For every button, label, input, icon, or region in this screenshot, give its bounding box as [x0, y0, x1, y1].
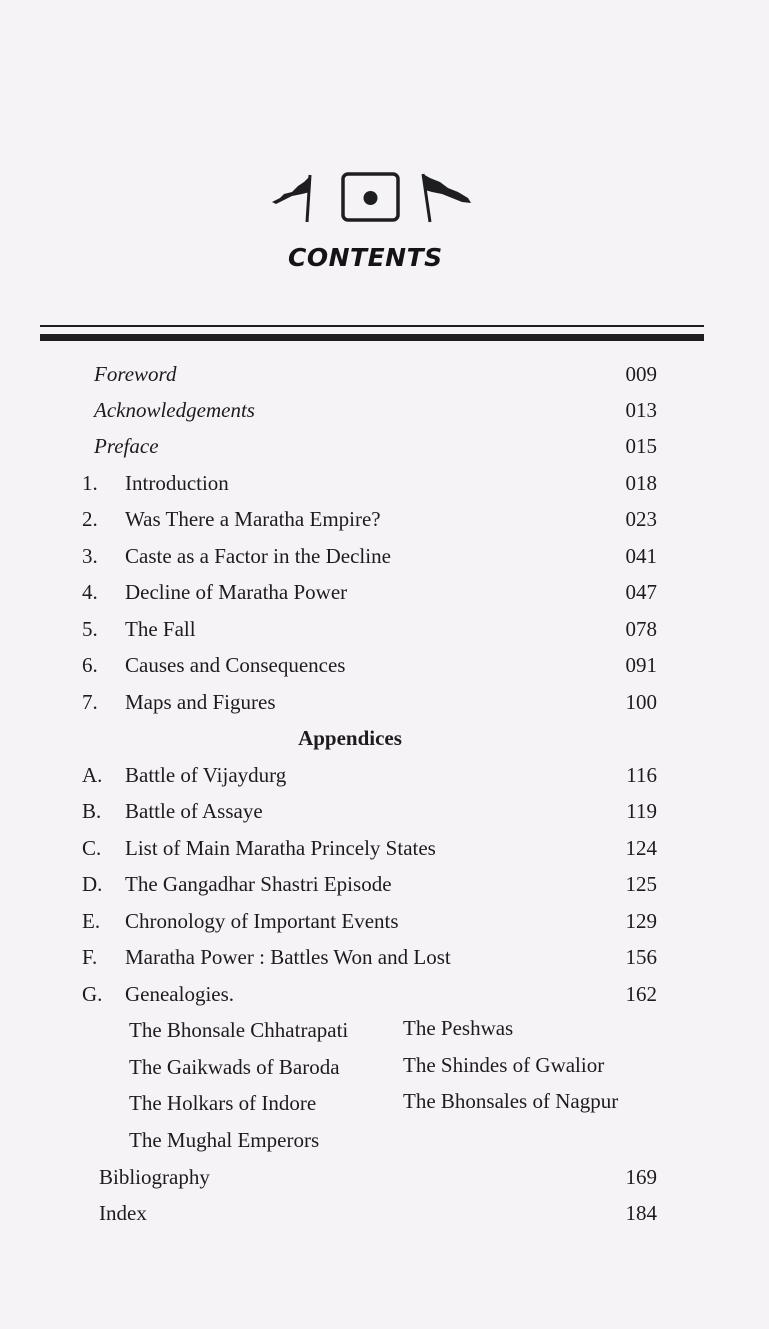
toc-number: 4. [82, 580, 98, 604]
toc-entry-bibliography[interactable] [0, 1161, 769, 1193]
toc-entry-chapter[interactable] [0, 467, 769, 499]
toc-number: F. [82, 945, 98, 969]
toc-entry-acknowledgements[interactable] [0, 394, 769, 426]
genealogy-item[interactable]: The Shindes of Gwalior [403, 1053, 605, 1077]
toc-page: 023 [625, 507, 657, 531]
toc-page: 129 [625, 909, 657, 933]
toc-title: List of Main Maratha Princely States [125, 836, 436, 860]
toc-page: 162 [625, 982, 657, 1006]
toc-page: 119 [626, 799, 657, 823]
toc-title: Genealogies. [125, 982, 235, 1006]
genealogy-item[interactable]: The Holkars of Indore [129, 1091, 317, 1115]
toc-title: Preface [94, 434, 159, 458]
toc-number: 2. [82, 507, 98, 531]
toc-number: D. [82, 872, 103, 896]
toc-title: Chronology of Important Events [125, 909, 399, 933]
circle-dot-icon [343, 174, 398, 220]
toc-entry-appendix[interactable] [0, 905, 769, 937]
toc-number: A. [82, 763, 103, 787]
toc-number: C. [82, 836, 102, 860]
toc-page: 009 [625, 362, 657, 386]
divider-thick [40, 334, 704, 341]
toc-title: Foreword [94, 362, 177, 386]
toc-title: Bibliography [99, 1165, 210, 1189]
toc-page: 018 [625, 471, 657, 495]
toc-page: 047 [625, 580, 657, 604]
toc-title: The Gangadhar Shastri Episode [125, 872, 392, 896]
toc-entry-chapter[interactable] [0, 540, 769, 572]
genealogy-item[interactable]: The Mughal Emperors [129, 1128, 320, 1152]
toc-page: 124 [625, 836, 657, 860]
toc-page: 091 [625, 653, 657, 677]
toc-entry-foreword[interactable] [0, 358, 769, 390]
toc-title: Maratha Power : Battles Won and Lost [125, 945, 451, 969]
toc-title: Battle of Vijaydurg [125, 763, 287, 787]
toc-number: E. [82, 909, 101, 933]
toc-entry-chapter[interactable] [0, 686, 769, 718]
toc-page: 156 [625, 945, 657, 969]
toc-title: Causes and Consequences [125, 653, 346, 677]
toc-entry-chapter[interactable] [0, 649, 769, 681]
toc-title: Battle of Assaye [125, 799, 263, 823]
toc-page: 013 [625, 398, 657, 422]
genealogy-item[interactable]: The Bhonsale Chhatrapati [129, 1018, 349, 1042]
toc-title: Decline of Maratha Power [125, 580, 348, 604]
toc-page: 100 [625, 690, 657, 714]
flag-right-icon [423, 174, 471, 222]
toc-entry-appendix[interactable] [0, 795, 769, 827]
toc-entry-appendix[interactable] [0, 759, 769, 791]
flag-left-icon [272, 175, 310, 222]
toc-entry-preface[interactable] [0, 430, 769, 462]
toc-number: 6. [82, 653, 98, 677]
toc-page: 116 [626, 763, 657, 787]
toc-entry-appendix[interactable] [0, 832, 769, 864]
toc-title: Caste as a Factor in the Decline [125, 544, 391, 568]
toc-number: 7. [82, 690, 98, 714]
toc-page: 184 [625, 1201, 657, 1225]
toc-title: Introduction [125, 471, 229, 495]
toc-entry-chapter[interactable] [0, 576, 769, 608]
genealogy-item[interactable]: The Peshwas [403, 1016, 514, 1040]
toc-entry-chapter[interactable] [0, 503, 769, 535]
toc-entry-appendix[interactable] [0, 978, 769, 1010]
toc-entry-index[interactable] [0, 1197, 769, 1229]
toc-title: Acknowledgements [94, 398, 255, 422]
genealogy-item[interactable]: The Gaikwads of Baroda [129, 1055, 340, 1079]
appendices-heading: Appendices [298, 726, 402, 750]
emblem [270, 170, 475, 225]
toc-title: Maps and Figures [125, 690, 276, 714]
toc-number: G. [82, 982, 103, 1006]
contents-heading: CONTENTS [288, 243, 443, 272]
genealogy-item[interactable]: The Bhonsales of Nagpur [403, 1089, 619, 1113]
toc-entry-chapter[interactable] [0, 613, 769, 645]
toc-page: 169 [625, 1165, 657, 1189]
toc-number: B. [82, 799, 102, 823]
toc-title: Index [99, 1201, 147, 1225]
toc-number: 3. [82, 544, 98, 568]
divider-thin [40, 325, 704, 327]
toc-title: Was There a Maratha Empire? [125, 507, 381, 531]
toc-number: 1. [82, 471, 98, 495]
toc-entry-appendix[interactable] [0, 868, 769, 900]
toc-page: 078 [625, 617, 657, 641]
toc-number: 5. [82, 617, 98, 641]
toc-page: 125 [625, 872, 657, 896]
toc-entry-appendix[interactable] [0, 941, 769, 973]
toc-title: The Fall [125, 617, 196, 641]
toc-page: 041 [625, 544, 657, 568]
toc-page: 015 [625, 434, 657, 458]
